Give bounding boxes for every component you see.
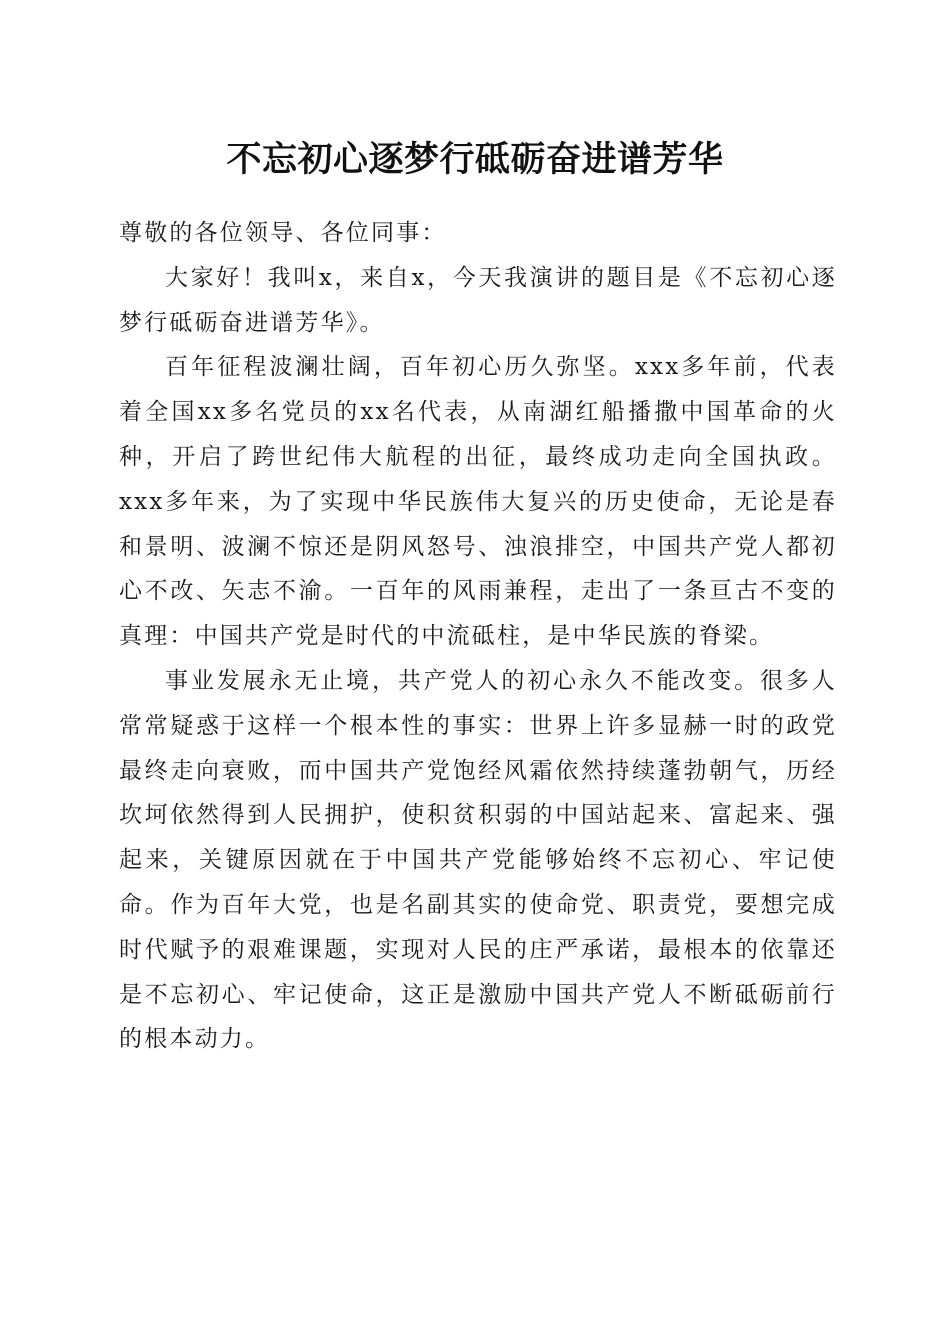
document-body (119, 211, 837, 1062)
document-title: 不忘初心逐梦行砥砺奋进谱芳华 (226, 139, 724, 180)
paragraph-greeting: 大家好！我叫x，来自x，今天我演讲的题目是《不忘初心逐梦行砥砺奋进谱芳华》。 (119, 264, 837, 336)
salutation: 尊敬的各位领导、各位同事： (119, 220, 447, 246)
paragraph-mission: 事业发展永无止境，共产党人的初心永久不能改变。很多人常常疑惑于这样一个根本性的事实：世界上许多显赫一时的政党最终走向衰败，而中国共产党饱经风霜依然持续蓬勃朝气，历经坎坷依然得到人民拥护，使积贫积弱的中国站起来、富起来、强起来，关键原因就在于中国共产党能够始终不忘初心、牢记使命。作为百年大党，也是名副其实的使命党、职责党，要想完成时代赋予的艰难课题，实现对人民的庄严承诺，最根本的依靠还是不忘初心、牢记使命，这正是激励中国共产党人不断砥砺前行的根本动力。 (119, 667, 837, 1053)
paragraph-history: 百年征程波澜壮阔，百年初心历久弥坚。xxx多年前，代表着全国xx多名党员的xx名代表，从南湖红船播撒中国革命的火种，开启了跨世纪伟大航程的出征，最终成功走向全国执政。xxx多年来，为了实现中华民族伟大复兴的历史使命，无论是春和景明、波澜不惊还是阴风怒号、浊浪排空，中国共产党人都初心不改、矢志不渝。一百年的风雨兼程，走出了一条亘古不变的真理：中国共产党是时代的中流砥柱，是中华民族的脊梁。 (119, 354, 837, 650)
